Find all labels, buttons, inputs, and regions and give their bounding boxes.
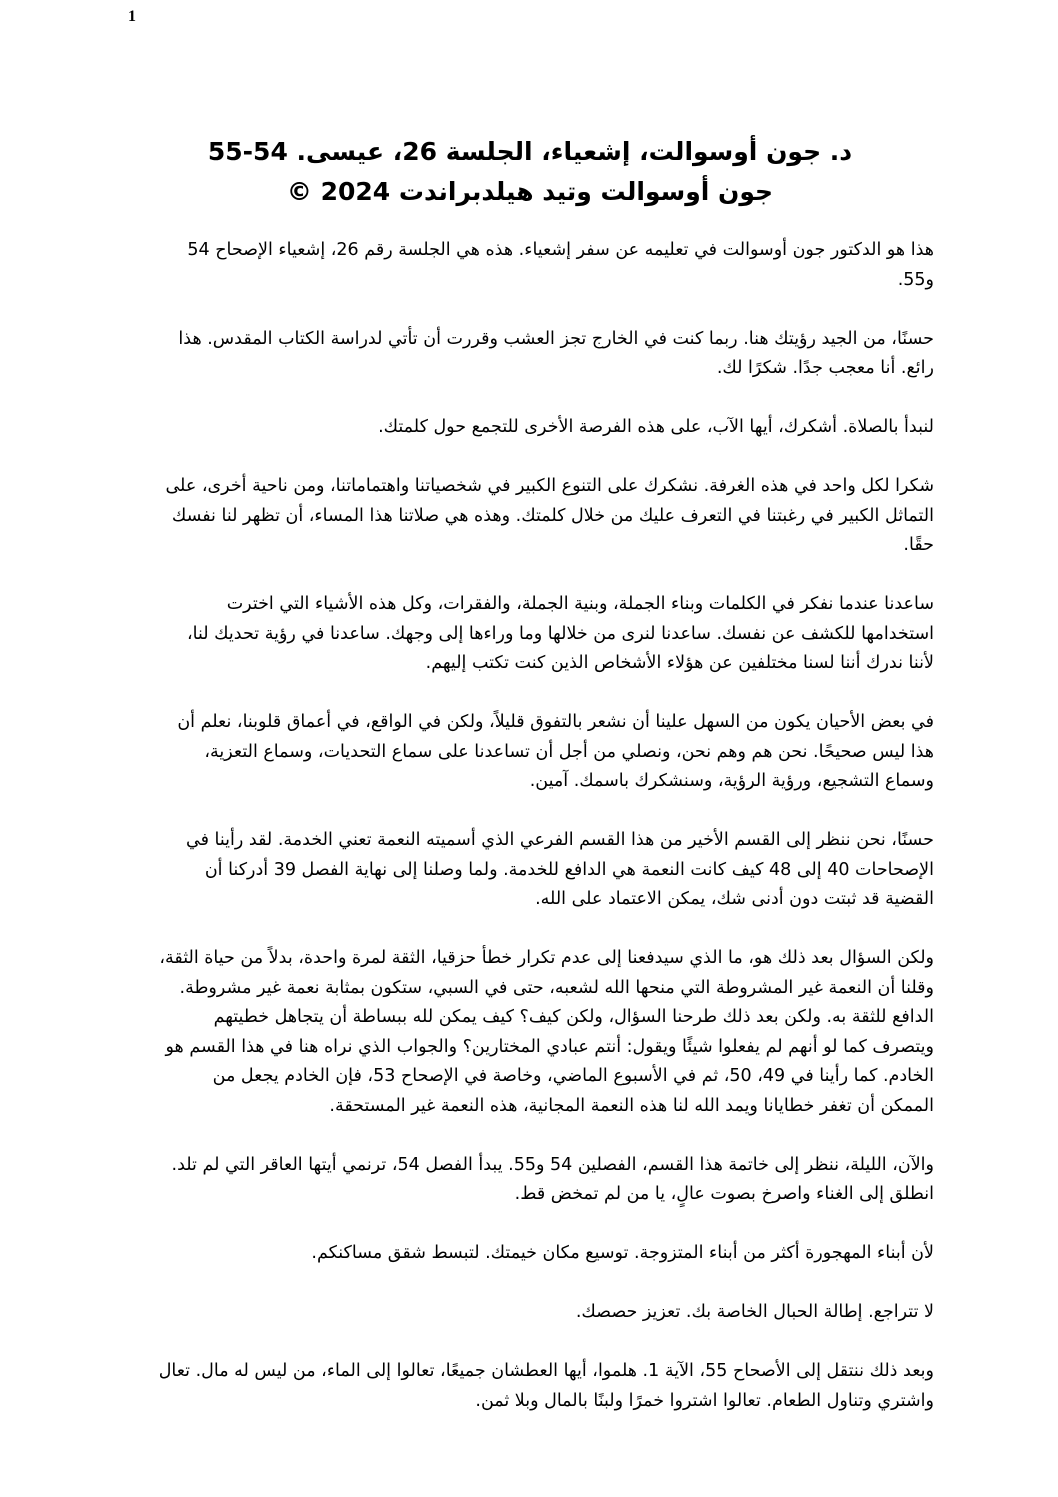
title-line-2: جون أوسوالت وتيد هيلدبراندت 2024 © <box>286 177 774 206</box>
paragraph: لا تتراجع. إطالة الحبال الخاصة بك. تعزيز حصصك. <box>575 1302 934 1322</box>
paragraph: حسنًا، من الجيد رؤيتك هنا. ربما كنت في الخارج تجز العشب وقررت أن تأتي لدراسة الكتاب المقدس. هذا رائع. أنا معجب جدًا. شكرًا لك. <box>178 328 934 378</box>
page-number: 1 <box>128 8 136 25</box>
paragraph: في بعض الأحيان يكون من السهل علينا أن نشعر بالتفوق قليلاً، ولكن في الواقع، في أعماق قلوبنا، نعلم أن هذا ليس صحيحًا. نحن هم وهم نحن، ونصلي من أجل أن تساعدنا على سماع التحديات، وسماع التعزية، وسماع التشجيع، ورؤية الرؤية، وسنشكرك باسمك. آمين. <box>177 712 934 791</box>
paragraph: وبعد ذلك ننتقل إلى الأصحاح 55، الآية 1. هلموا، أيها العطشان جميعًا، تعالوا إلى الماء، من ليس له مال. تعال واشتري وتناول الطعام. تعالوا اشتروا خمرًا ولبنًا بالمال وبلا ثمن. <box>158 1361 934 1411</box>
document-title <box>120 132 940 212</box>
document-body <box>158 236 934 1446</box>
paragraph: شكرا لكل واحد في هذه الغرفة. نشكرك على التنوع الكبير في شخصياتنا واهتماماتنا، ومن ناحية أخرى، على التماثل الكبير في رغبتنا في التعرف عليك من خلال كلمتك. وهذه هي صلاتنا هذا المساء، أن تظهر لنا نفسك حقًا. <box>165 476 934 555</box>
paragraph: ساعدنا عندما نفكر في الكلمات وبناء الجملة، وبنية الجملة، والفقرات، وكل هذه الأشياء التي اخترت استخدامها للكشف عن نفسك. ساعدنا لنرى من خلالها وما وراءها إلى وجهك. ساعدنا في رؤية تحديك لنا، لأننا ندرك أننا لسنا مختلفين عن هؤلاء الأشخاص الذين كنت تكتب إليهم. <box>187 594 934 673</box>
paragraph: حسنًا، نحن ننظر إلى القسم الأخير من هذا القسم الفرعي الذي أسميته النعمة تعني الخدمة. لقد رأينا في الإصحاحات 40 إلى 48 كيف كانت النعمة هي الدافع للخدمة. ولما وصلنا إلى نهاية الفصل 39 أدركنا أن القضية قد ثبتت دون أدنى شك، يمكن الاعتماد على الله. <box>186 830 934 909</box>
title-line-1: د. جون أوسوالت، إشعياء، الجلسة 26، عيسى. 54-55 <box>207 137 853 166</box>
paragraph: ولكن السؤال بعد ذلك هو، ما الذي سيدفعنا إلى عدم تكرار خطأ حزقيا، الثقة لمرة واحدة، بدلاً من حياة الثقة، وقلنا أن النعمة غير المشروطة التي منحها الله لشعبه، حتى في السبي، ستكون بمثابة نعمة غير مشروطة. الدافع للثقة به. ولكن بعد ذلك طرحنا السؤال، ولكن كيف؟ كيف يمكن لله ببساطة أن يتجاهل خطيتهم ويتصرف كما لو أنهم لم يفعلوا شيئًا ويقول: أنتم عبادي المختارين؟ والجواب الذي نراه هنا في هذا القسم هو الخادم. كما رأينا في 49، 50، ثم في الأسبوع الماضي، وخاصة في الإصحاح 53، فإن الخادم يجعل من الممكن أن تغفر خطايانا ويمد الله لنا هذه النعمة المجانية، هذه النعمة غير المستحقة. <box>159 948 934 1116</box>
paragraph: والآن، الليلة، ننظر إلى خاتمة هذا القسم، الفصلين 54 و55. يبدأ الفصل 54، ترنمي أيتها العاقر التي لم تلد. انطلق إلى الغناء واصرخ بصوت عالٍ، يا من لم تمخض قط. <box>171 1154 934 1204</box>
paragraph: لأن أبناء المهجورة أكثر من أبناء المتزوجة. توسيع مكان خيمتك. لتبسط شقق مساكنكم. <box>311 1243 934 1263</box>
paragraph: لنبدأ بالصلاة. أشكرك، أيها الآب، على هذه الفرصة الأخرى للتجمع حول كلمتك. <box>378 417 934 437</box>
paragraph: هذا هو الدكتور جون أوسوالت في تعليمه عن سفر إشعياء. هذه هي الجلسة رقم 26، إشعياء الإصحاح 54 و55. <box>187 240 934 290</box>
